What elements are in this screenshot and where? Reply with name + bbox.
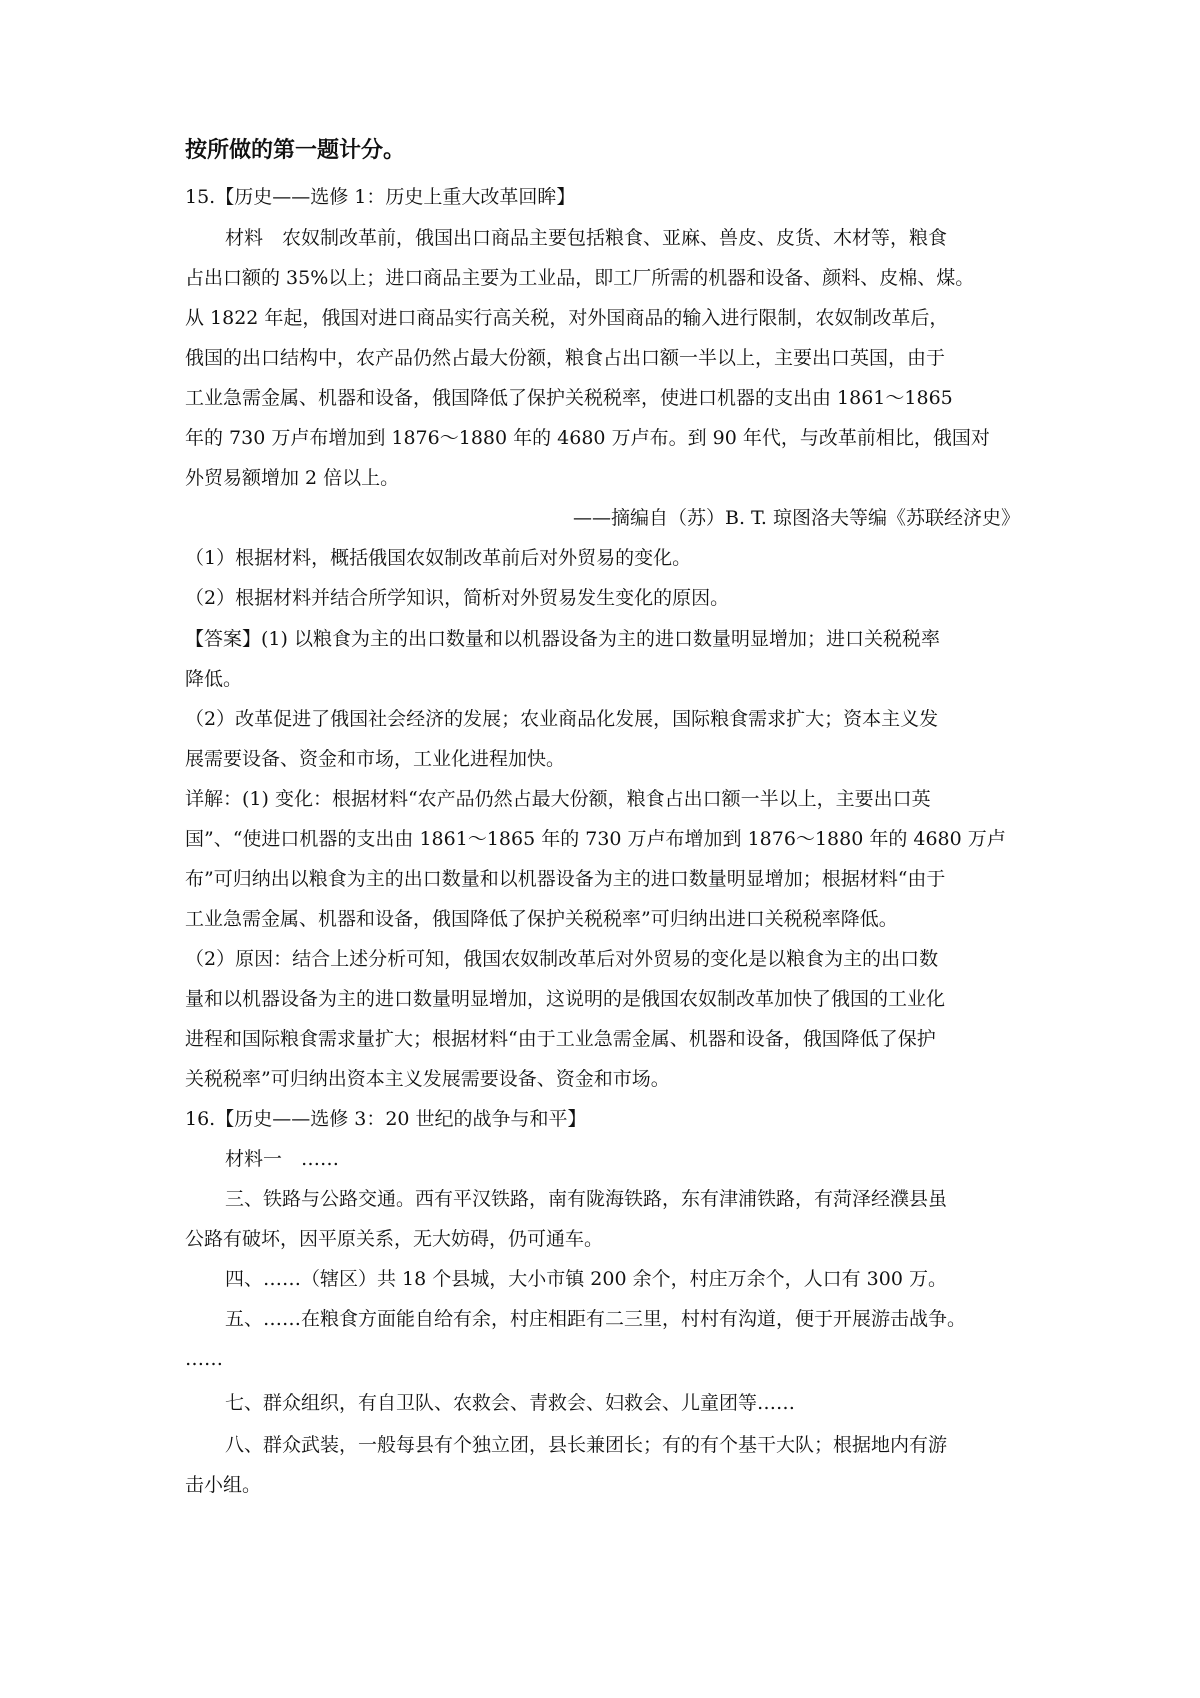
q15-source: ——摘编自（苏）B. T. 琼图洛夫等编《苏联经济史》 xyxy=(572,507,1020,529)
q15-explain-line: （2）原因：结合上述分析可知，俄国农奴制改革后对外贸易的变化是以粮食为主的出口数 xyxy=(185,948,939,970)
q15-explain-line: 工业急需金属、机器和设备，俄国降低了保护关税税率”可归纳出进口关税税率降低。 xyxy=(185,908,898,930)
q15-answer-line: （2）改革促进了俄国社会经济的发展；农业商品化发展，国际粮食需求扩大；资本主义发 xyxy=(185,708,939,730)
q16-material-line: …… xyxy=(185,1348,223,1370)
q15-material-line: 从 1822 年起，俄国对进口商品实行高关税，对外国商品的输入进行限制，农奴制改革后， xyxy=(185,307,949,329)
q15-explain-line: 国”、“使进口机器的支出由 1861～1865 年的 730 万卢布增加到 1876～1880 年的 4680 万卢 xyxy=(185,828,1006,850)
q15-explain-line: 详解：(1) 变化：根据材料“农产品仍然占最大份额，粮食占出口额一半以上，主要出口英 xyxy=(185,788,931,810)
q15-answer-line: 展需要设备、资金和市场，工业化进程加快。 xyxy=(185,748,566,770)
q15-explain-line: 布”可归纳出以粮食为主的出口数量和以机器设备为主的进口数量明显增加；根据材料“由于 xyxy=(185,868,946,890)
q16-material-line: 三、铁路与公路交通。西有平汉铁路，南有陇海铁路，东有津浦铁路，有菏泽经濮县虽 xyxy=(225,1188,948,1210)
q15-answer-line: 【答案】(1) 以粮食为主的出口数量和以机器设备为主的进口数量明显增加；进口关税税率 xyxy=(185,628,940,650)
q16-material-line: 击小组。 xyxy=(185,1474,262,1496)
q15-material-line: 俄国的出口结构中，农产品仍然占最大份额，粮食占出口额一半以上，主要出口英国，由于 xyxy=(185,347,946,369)
q15-answer-line: 降低。 xyxy=(185,668,243,690)
q16-material-line: 五、……在粮食方面能自给有余，村庄相距有二三里，村村有沟道，便于开展游击战争。 xyxy=(225,1308,967,1330)
q15-explain-line: 量和以机器设备为主的进口数量明显增加，这说明的是俄国农奴制改革加快了俄国的工业化 xyxy=(185,988,946,1010)
q16-material-line: 八、群众武装，一般每县有个独立团，县长兼团长；有的有个基干大队；根据地内有游 xyxy=(225,1434,948,1456)
q16-material-line: 公路有破坏，因平原关系，无大妨碍，仍可通车。 xyxy=(185,1228,604,1250)
q16-material-line: 四、……（辖区）共 18 个县城，大小市镇 200 余个，村庄万余个，人口有 300 万。 xyxy=(225,1268,947,1290)
q15-question-2: （2）根据材料并结合所学知识，简析对外贸易发生变化的原因。 xyxy=(185,587,730,609)
q15-explain-line: 关税税率”可归纳出资本主义发展需要设备、资金和市场。 xyxy=(185,1068,670,1090)
q15-title: 15.【历史——选修 1：历史上重大改革回眸】 xyxy=(185,186,576,208)
q16-material-line: 材料一 …… xyxy=(225,1148,340,1170)
q16-title: 16.【历史——选修 3：20 世纪的战争与和平】 xyxy=(185,1108,587,1130)
q15-material-line: 材料 农奴制改革前，俄国出口商品主要包括粮食、亚麻、兽皮、皮货、木材等，粮食 xyxy=(225,227,948,249)
scoring-note: 按所做的第一题计分。 xyxy=(185,137,406,163)
q15-explain-line: 进程和国际粮食需求量扩大；根据材料“由于工业急需金属、机器和设备，俄国降低了保护 xyxy=(185,1028,936,1050)
q15-material-line: 年的 730 万卢布增加到 1876～1880 年的 4680 万卢布。到 90 年代，与改革前相比，俄国对 xyxy=(185,427,990,449)
q15-question-1: （1）根据材料，概括俄国农奴制改革前后对外贸易的变化。 xyxy=(185,547,692,569)
q15-material-line: 外贸易额增加 2 倍以上。 xyxy=(185,467,400,489)
q15-material-line: 工业急需金属、机器和设备，俄国降低了保护关税税率，使进口机器的支出由 1861～1865 xyxy=(185,387,953,409)
q15-material-line: 占出口额的 35%以上；进口商品主要为工业品，即工厂所需的机器和设备、颜料、皮棉、煤。 xyxy=(185,267,975,289)
q16-material-line: 七、群众组织，有自卫队、农救会、青救会、妇救会、儿童团等…… xyxy=(225,1392,796,1414)
